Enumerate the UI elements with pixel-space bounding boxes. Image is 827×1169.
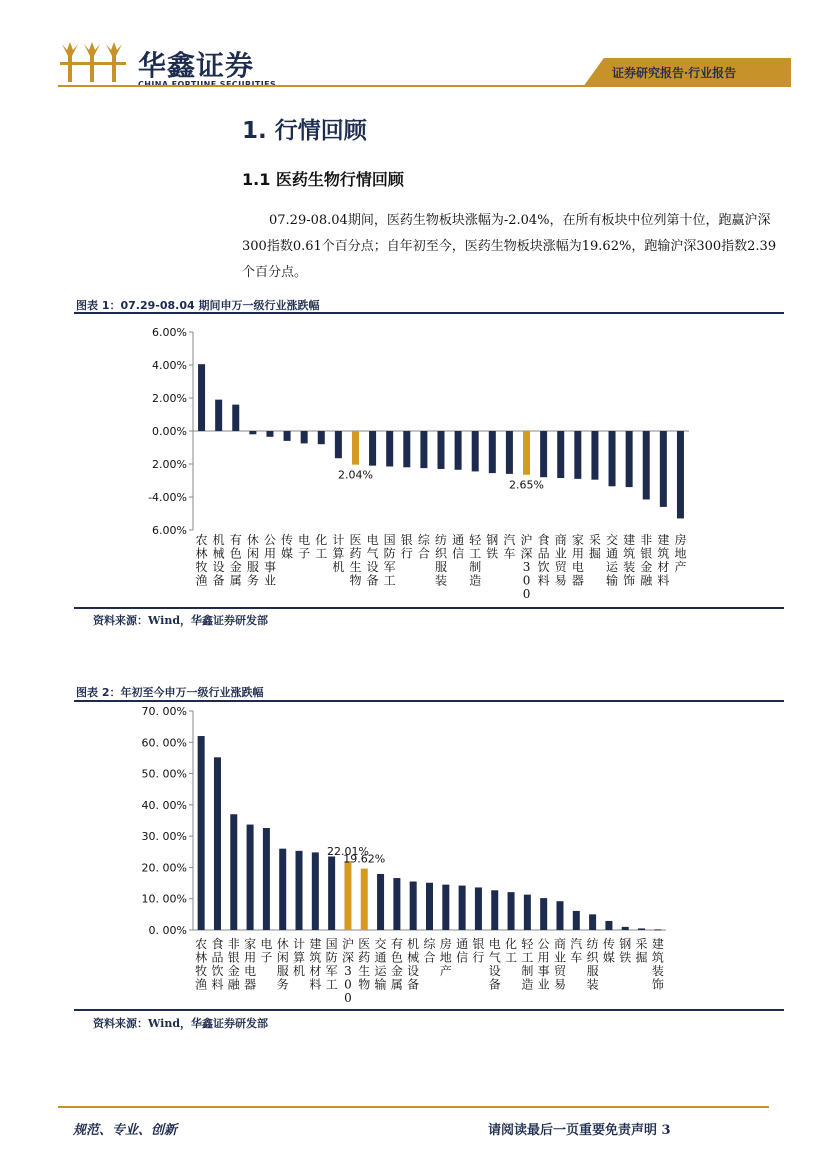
category-label: 材 bbox=[309, 964, 322, 978]
category-label: 化 bbox=[315, 533, 328, 547]
category-label: 轻 bbox=[469, 533, 482, 547]
bar-公用事业 bbox=[266, 431, 273, 437]
category-label: 掘 bbox=[588, 546, 601, 561]
category-label: 沪 bbox=[341, 937, 354, 951]
bar-计算机 bbox=[296, 851, 303, 930]
bar-建筑装饰 bbox=[626, 431, 633, 487]
bar-钢铁 bbox=[489, 431, 496, 473]
category-label: 林 bbox=[195, 950, 208, 965]
category-label: 用 bbox=[263, 546, 276, 561]
category-label: 务 bbox=[276, 977, 289, 992]
category-label: 化 bbox=[505, 937, 518, 951]
category-label: 计 bbox=[332, 533, 345, 547]
data-label: 19.62% bbox=[343, 852, 386, 866]
bar-钢铁 bbox=[622, 927, 629, 930]
y-tick-label: 0.00% bbox=[152, 425, 187, 438]
bar-机械设备 bbox=[410, 882, 417, 930]
bar-国防军工 bbox=[328, 856, 335, 930]
bar-建筑装饰 bbox=[654, 929, 661, 930]
y-tick-label: 2.00% bbox=[152, 458, 187, 471]
category-label: 有 bbox=[390, 937, 403, 951]
data-label: 2.65% bbox=[509, 478, 544, 492]
category-label: 休 bbox=[276, 937, 289, 951]
figure1-caption: 图表 1：07.29-08.04 期间申万一级行业涨跌幅 bbox=[76, 299, 320, 312]
bar-银行 bbox=[403, 431, 410, 467]
bar-纺织服装 bbox=[438, 431, 445, 469]
category-label: 公 bbox=[537, 937, 550, 951]
category-label: 3 bbox=[344, 964, 352, 978]
category-label: 材 bbox=[657, 560, 670, 574]
category-label: 生 bbox=[349, 560, 362, 574]
category-label: 输 bbox=[606, 573, 619, 588]
bar-传媒 bbox=[284, 431, 291, 441]
bar-沪深300 bbox=[344, 861, 351, 930]
category-label: 电 bbox=[298, 533, 311, 547]
category-label: 色 bbox=[390, 950, 403, 965]
category-label: 轻 bbox=[521, 937, 534, 951]
category-label: 闲 bbox=[246, 546, 259, 561]
logo-chinese-name: 华鑫证券 bbox=[138, 49, 255, 82]
category-label: 食 bbox=[537, 533, 550, 547]
category-label: 媒 bbox=[281, 546, 294, 561]
bar-沪深300 bbox=[523, 431, 530, 475]
category-label: 造 bbox=[521, 977, 534, 992]
category-label: 闲 bbox=[276, 950, 289, 965]
bar-家用电器 bbox=[574, 431, 581, 479]
bar-银行 bbox=[475, 887, 482, 930]
bar-综合 bbox=[426, 883, 433, 930]
category-label: 房 bbox=[439, 937, 452, 951]
category-label: 机 bbox=[293, 964, 306, 978]
category-label: 金 bbox=[640, 560, 653, 574]
category-label: 气 bbox=[366, 546, 379, 561]
category-label: 备 bbox=[212, 573, 225, 588]
category-label: 设 bbox=[488, 964, 501, 978]
bar-房地产 bbox=[677, 431, 684, 518]
category-label: 家 bbox=[244, 937, 257, 951]
category-label: 工 bbox=[315, 546, 328, 561]
category-label: 电 bbox=[366, 533, 379, 547]
category-label: 饰 bbox=[651, 977, 664, 992]
category-label: 事 bbox=[263, 560, 276, 574]
footer-disclaimer-page: 请阅读最后一页重要免责声明 3 bbox=[488, 1123, 671, 1138]
figure2-caption: 图表 2：年初至今申万一级行业涨跌幅 bbox=[76, 686, 264, 699]
category-label: 业 bbox=[554, 546, 567, 561]
category-label: 输 bbox=[374, 977, 387, 992]
category-label: 铁 bbox=[619, 950, 632, 965]
bar-非银金融 bbox=[643, 431, 650, 499]
y-tick-label: 0. 00% bbox=[148, 924, 187, 937]
category-label: 媒 bbox=[602, 950, 615, 965]
bar-化工 bbox=[318, 431, 325, 444]
category-label: 服 bbox=[246, 560, 259, 574]
category-label: 装 bbox=[434, 573, 448, 588]
category-label: 饮 bbox=[537, 560, 550, 574]
bar-电气设备 bbox=[491, 890, 498, 930]
category-label: 工 bbox=[521, 950, 534, 965]
category-label: 建 bbox=[623, 533, 636, 547]
category-label: 气 bbox=[488, 950, 501, 965]
bar-医药生物 bbox=[361, 869, 368, 930]
bar-电子 bbox=[263, 828, 270, 930]
bar-食品饮料 bbox=[540, 431, 547, 477]
bar-非银金融 bbox=[230, 814, 237, 930]
bar-有色金属 bbox=[393, 878, 400, 930]
category-label: 制 bbox=[521, 964, 534, 978]
category-label: 信 bbox=[452, 546, 465, 561]
bar-建筑材料 bbox=[660, 431, 667, 507]
category-label: 电 bbox=[260, 937, 273, 951]
category-label: 械 bbox=[212, 546, 225, 561]
bar-休闲服务 bbox=[249, 431, 256, 434]
category-label: 非 bbox=[227, 937, 240, 951]
bar-采掘 bbox=[638, 928, 645, 930]
category-label: 服 bbox=[276, 964, 289, 978]
figure1-source: 资料来源：Wind，华鑫证券研发部 bbox=[93, 614, 269, 627]
category-label: 计 bbox=[293, 937, 306, 951]
category-label: 融 bbox=[640, 573, 653, 588]
y-tick-label: 4.00% bbox=[152, 359, 187, 372]
category-label: 务 bbox=[246, 573, 259, 588]
category-label: 国 bbox=[325, 937, 338, 951]
category-label: 品 bbox=[211, 950, 224, 965]
subsection-title: 1.1 医药生物行情回顾 bbox=[242, 170, 404, 189]
category-label: 工 bbox=[505, 950, 518, 965]
category-label: 器 bbox=[571, 573, 584, 588]
category-label: 家 bbox=[571, 533, 584, 547]
y-tick-label: 40. 00% bbox=[141, 798, 187, 812]
category-label: 房 bbox=[674, 533, 687, 547]
fortune-logo-icon bbox=[58, 40, 134, 86]
section-title: 1. 行情回顾 bbox=[242, 118, 367, 144]
category-label: 业 bbox=[553, 950, 566, 965]
category-label: 建 bbox=[309, 937, 322, 951]
category-label: 器 bbox=[244, 977, 257, 992]
category-label: 银 bbox=[472, 937, 485, 951]
header-divider bbox=[58, 85, 783, 87]
category-label: 运 bbox=[374, 964, 387, 978]
category-label: 地 bbox=[439, 950, 452, 965]
category-label: 工 bbox=[325, 977, 338, 992]
category-label: 事 bbox=[537, 964, 550, 978]
category-label: 有 bbox=[229, 533, 242, 547]
category-label: 织 bbox=[586, 950, 599, 965]
category-label: 国 bbox=[383, 533, 396, 547]
summary-paragraph: 07.29-08.04期间，医药生物板块涨幅为-2.04%，在所有板块中位列第十位，跑赢沪深300指数0.61个百分点；自年初至今，医药生物板块涨幅为19.62%，跑输沪深300指数2.39个百分点。 bbox=[242, 213, 777, 280]
figure2-top-rule bbox=[74, 700, 784, 702]
category-label: 生 bbox=[358, 964, 371, 978]
category-label: 电 bbox=[571, 560, 584, 574]
category-label: 信 bbox=[456, 950, 469, 965]
category-label: 非 bbox=[640, 533, 653, 547]
category-label: 医 bbox=[358, 937, 371, 951]
category-label: 车 bbox=[570, 950, 583, 965]
category-label: 传 bbox=[281, 533, 294, 547]
bar-轻工制造 bbox=[524, 895, 531, 930]
category-label: 产 bbox=[439, 964, 452, 978]
bar-交通运输 bbox=[609, 431, 616, 486]
category-label: 防 bbox=[383, 546, 396, 561]
chart1-weekly-change bbox=[74, 318, 784, 608]
category-label: 筑 bbox=[651, 950, 664, 965]
category-label: 料 bbox=[211, 977, 224, 992]
bar-化工 bbox=[508, 892, 515, 930]
bar-通信 bbox=[459, 886, 466, 930]
category-label: 备 bbox=[488, 977, 501, 992]
category-label: 0 bbox=[344, 977, 352, 992]
category-label: 易 bbox=[553, 977, 566, 992]
category-label: 饮 bbox=[211, 964, 224, 978]
category-label: 通 bbox=[456, 937, 469, 951]
bar-有色金属 bbox=[232, 405, 239, 431]
bar-汽车 bbox=[573, 911, 580, 930]
category-label: 牧 bbox=[195, 560, 208, 574]
category-label: 深 bbox=[520, 546, 533, 561]
category-label: 筑 bbox=[309, 950, 322, 965]
category-label: 产 bbox=[674, 560, 687, 574]
category-label: 交 bbox=[374, 937, 387, 951]
category-label: 食 bbox=[211, 937, 224, 951]
category-label: 备 bbox=[407, 977, 420, 992]
y-tick-label: 60. 00% bbox=[141, 736, 187, 750]
report-type-tag: 证券研究报告·行业报告 bbox=[612, 66, 737, 80]
category-label: 0 bbox=[522, 587, 531, 601]
chart2-ytd-change bbox=[74, 704, 784, 1008]
category-label: 采 bbox=[635, 937, 648, 951]
category-label: 品 bbox=[537, 546, 550, 561]
bar-商业贸易 bbox=[557, 431, 564, 478]
category-label: 机 bbox=[212, 533, 225, 547]
category-label: 易 bbox=[554, 573, 567, 588]
category-label: 掘 bbox=[635, 950, 648, 965]
bar-农林牧渔 bbox=[198, 364, 205, 431]
footer-divider bbox=[58, 1106, 769, 1108]
footer-motto: 规范、专业、创新 bbox=[73, 1123, 178, 1138]
category-label: 通 bbox=[606, 546, 619, 561]
category-label: 行 bbox=[472, 950, 485, 965]
y-tick-label: 50. 00% bbox=[141, 767, 187, 781]
category-label: 工 bbox=[469, 546, 482, 561]
category-label: 渔 bbox=[195, 573, 208, 588]
data-label: 22.01% bbox=[326, 845, 369, 859]
category-label: 综 bbox=[423, 937, 436, 951]
bar-家用电器 bbox=[247, 825, 254, 930]
category-label: 物 bbox=[358, 977, 371, 992]
bar-综合 bbox=[420, 431, 427, 468]
figure2-source: 资料来源：Wind，华鑫证券研发部 bbox=[93, 1017, 269, 1030]
bar-食品饮料 bbox=[214, 757, 221, 930]
bar-计算机 bbox=[335, 431, 342, 458]
category-label: 制 bbox=[469, 560, 482, 574]
y-tick-label: 70. 00% bbox=[141, 705, 187, 718]
bar-电气设备 bbox=[369, 431, 376, 466]
category-label: 交 bbox=[606, 533, 619, 547]
category-label: 饰 bbox=[623, 573, 636, 588]
bar-通信 bbox=[455, 431, 462, 470]
category-label: 建 bbox=[651, 937, 664, 951]
category-label: 金 bbox=[390, 964, 403, 978]
category-label: 械 bbox=[407, 950, 420, 965]
category-label: 织 bbox=[434, 546, 448, 561]
category-label: 防 bbox=[325, 950, 338, 965]
y-tick-label: 30. 00% bbox=[141, 830, 187, 844]
category-label: 算 bbox=[293, 950, 306, 965]
category-label: 合 bbox=[423, 950, 436, 965]
bar-机械设备 bbox=[215, 400, 222, 431]
category-label: 用 bbox=[571, 546, 584, 561]
category-label: 备 bbox=[366, 573, 379, 588]
category-label: 车 bbox=[503, 546, 516, 561]
bar-电子 bbox=[301, 431, 308, 443]
category-label: 设 bbox=[407, 964, 420, 978]
category-label: 行 bbox=[400, 546, 413, 561]
bar-房地产 bbox=[442, 885, 449, 930]
category-label: 建 bbox=[657, 533, 670, 547]
category-label: 0 bbox=[522, 573, 531, 588]
category-label: 料 bbox=[657, 573, 670, 588]
category-label: 医 bbox=[349, 533, 362, 547]
category-label: 贸 bbox=[553, 964, 566, 978]
category-label: 农 bbox=[195, 533, 208, 547]
category-label: 汽 bbox=[570, 937, 583, 951]
category-label: 算 bbox=[332, 546, 345, 561]
category-label: 军 bbox=[383, 560, 396, 574]
category-label: 子 bbox=[298, 546, 311, 561]
category-label: 银 bbox=[640, 546, 653, 561]
bar-商业贸易 bbox=[556, 901, 563, 930]
category-label: 钢 bbox=[486, 533, 499, 547]
bar-轻工制造 bbox=[472, 431, 479, 471]
category-label: 渔 bbox=[195, 977, 208, 992]
bar-建筑材料 bbox=[312, 852, 319, 930]
category-label: 子 bbox=[260, 950, 273, 965]
bar-国防军工 bbox=[386, 431, 393, 466]
category-label: 属 bbox=[229, 573, 242, 588]
category-label: 工 bbox=[383, 573, 396, 588]
category-label: 业 bbox=[537, 977, 550, 992]
y-tick-label: 20. 00% bbox=[141, 861, 187, 875]
category-label: 物 bbox=[349, 573, 362, 588]
category-label: 服 bbox=[434, 560, 448, 574]
category-label: 筑 bbox=[657, 546, 670, 561]
bar-休闲服务 bbox=[279, 849, 286, 930]
category-label: 用 bbox=[537, 950, 550, 965]
category-label: 装 bbox=[623, 560, 636, 574]
category-label: 3 bbox=[522, 560, 531, 574]
category-label: 通 bbox=[374, 950, 387, 965]
category-label: 电 bbox=[488, 937, 501, 951]
bar-采掘 bbox=[591, 431, 598, 480]
bar-传媒 bbox=[605, 921, 612, 930]
bar-医药生物 bbox=[352, 431, 359, 465]
category-label: 机 bbox=[407, 937, 420, 951]
category-label: 采 bbox=[588, 533, 601, 547]
y-tick-label: 6.00% bbox=[152, 326, 187, 339]
category-label: 料 bbox=[537, 573, 550, 588]
category-label: 造 bbox=[469, 573, 482, 588]
category-label: 服 bbox=[586, 964, 599, 978]
category-label: 钢 bbox=[619, 937, 632, 951]
category-label: 汽 bbox=[503, 533, 516, 547]
category-label: 金 bbox=[227, 964, 240, 978]
category-label: 纺 bbox=[434, 533, 448, 547]
bar-农林牧渔 bbox=[198, 736, 205, 930]
category-label: 合 bbox=[417, 546, 430, 561]
category-label: 纺 bbox=[586, 937, 599, 951]
bar-公用事业 bbox=[540, 898, 547, 930]
category-label: 属 bbox=[390, 977, 403, 992]
category-label: 商 bbox=[554, 533, 567, 547]
category-label: 休 bbox=[246, 533, 259, 547]
category-label: 设 bbox=[212, 560, 225, 574]
category-label: 装 bbox=[586, 977, 599, 992]
category-label: 公 bbox=[263, 533, 276, 547]
category-label: 药 bbox=[358, 950, 371, 965]
category-label: 机 bbox=[332, 560, 345, 574]
y-tick-label: 6.00% bbox=[152, 524, 187, 537]
category-label: 料 bbox=[309, 977, 322, 992]
data-label: 2.04% bbox=[338, 468, 373, 482]
category-label: 筑 bbox=[623, 546, 636, 561]
category-label: 用 bbox=[244, 950, 257, 965]
figure1-top-rule bbox=[74, 312, 784, 314]
bar-交通运输 bbox=[377, 874, 384, 930]
category-label: 牧 bbox=[195, 964, 208, 978]
category-label: 贸 bbox=[554, 560, 567, 574]
bar-纺织服装 bbox=[589, 914, 596, 930]
category-label: 深 bbox=[341, 950, 354, 965]
category-label: 军 bbox=[325, 964, 338, 978]
y-tick-label: -4.00% bbox=[148, 491, 187, 504]
figure2-bottom-rule bbox=[74, 1009, 784, 1011]
category-label: 0 bbox=[344, 991, 352, 1005]
category-label: 装 bbox=[651, 964, 664, 978]
category-label: 沪 bbox=[520, 533, 533, 547]
category-label: 运 bbox=[606, 560, 619, 574]
category-label: 地 bbox=[674, 546, 687, 561]
y-tick-label: 10. 00% bbox=[141, 892, 187, 906]
category-label: 林 bbox=[195, 546, 208, 561]
category-label: 色 bbox=[229, 546, 242, 561]
category-label: 铁 bbox=[486, 546, 499, 561]
category-label: 融 bbox=[227, 977, 240, 992]
y-tick-label: 2.00% bbox=[152, 392, 187, 405]
category-label: 综 bbox=[417, 533, 430, 547]
category-label: 传 bbox=[602, 937, 615, 951]
figure1-bottom-rule bbox=[74, 607, 784, 609]
bar-汽车 bbox=[506, 431, 513, 474]
category-label: 银 bbox=[400, 533, 413, 547]
category-label: 银 bbox=[227, 950, 240, 965]
category-label: 农 bbox=[195, 937, 208, 951]
category-label: 金 bbox=[229, 560, 242, 574]
category-label: 业 bbox=[263, 573, 276, 588]
category-label: 商 bbox=[553, 937, 566, 951]
category-label: 通 bbox=[452, 533, 465, 547]
category-label: 电 bbox=[244, 964, 257, 978]
category-label: 设 bbox=[366, 560, 379, 574]
category-label: 药 bbox=[349, 546, 362, 561]
